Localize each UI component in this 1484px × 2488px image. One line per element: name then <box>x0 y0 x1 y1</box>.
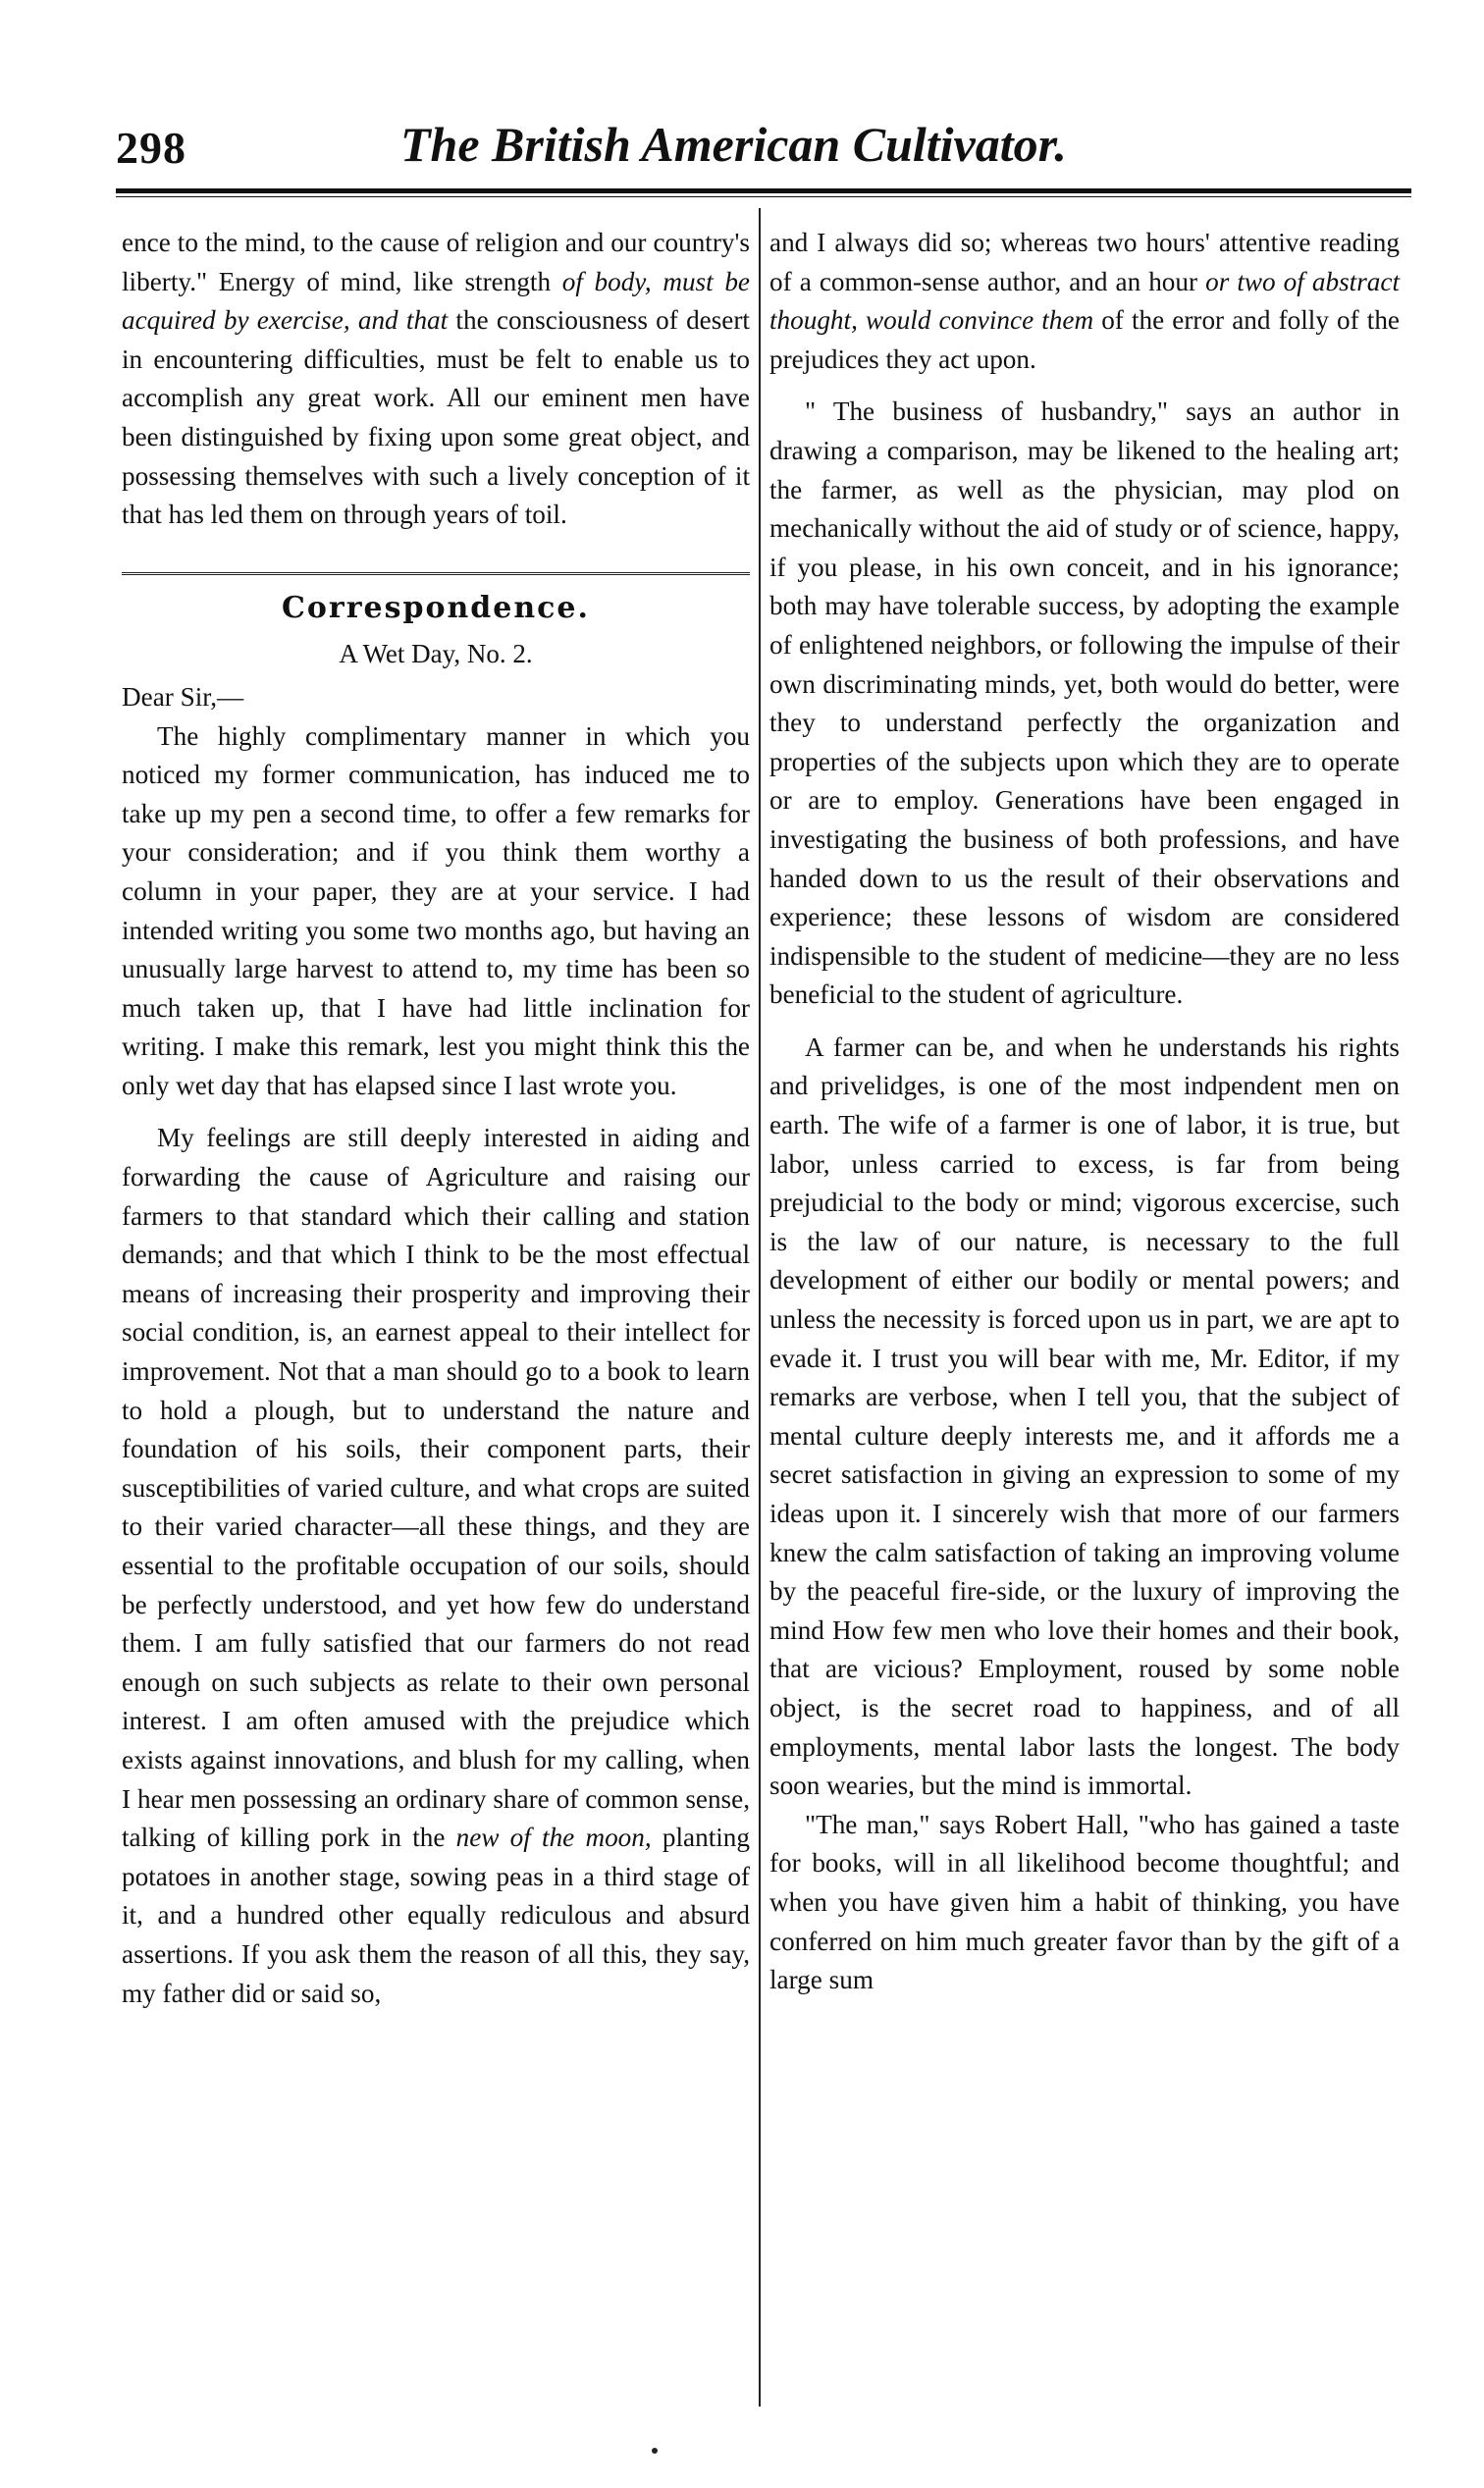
running-title: The British American Cultivator. <box>400 117 1067 172</box>
footer-mark <box>652 2448 658 2454</box>
section-heading: Correspondence. <box>282 590 590 625</box>
header-rule <box>116 188 1411 193</box>
left-column <box>122 224 750 2013</box>
section-separator <box>122 555 750 575</box>
paragraph-1: The highly complimentary manner in which you noticed my former communication, has induced me to take up my pen a second time, to offer a few remarks for your consideration; and if you think them worthy a column in your paper, they are at your service. I had intended writing you some two months ago, but having an unusually large harvest to attend to, my time has been so much taken up, that I have had little inclination for writing. I make this remark, lest you might think this the only wet day that has elapsed since I last wrote you. <box>122 720 750 1100</box>
paragraph-2: My feelings are still deeply interested in aiding and forwarding the cause of Agriculture and raising our farmers to that standard which their calling and station demands; and that which I think to be the most effectual means of increasing their prosperity and improving their social condition, is, an earnest appeal to their intellect for improvement. Not that a man should go to a book to learn to hold a plough, but to understand the nature and foundation of his soils, their component parts, their susceptibilities of varied culture, and what crops are suited to their varied character—all these things, and they are essential to the profitable occupation of our soils, should be perfectly understood, and yet how few do understand them. I am fully satisfied that our farmers do not read enough on such subjects as relate to their own personal interest. I am often amused with the prejudice which exists against innovations, and blush for my calling, when I hear men possessing an ordinary share of common sense, talking of killing pork in the new of the moon, planting potatoes in another stage, sowing peas in a third stage of it, and a hundred other equally rediculous and absurd assertions. If you ask them the reason of all this, they say, my father did or said so, <box>122 1123 750 2008</box>
page-number: 298 <box>116 123 186 173</box>
continued-paragraph: and I always did so; whereas two hours' attentive reading of a common-sense author, and an hour or two of abstract thought, would convince them of the error and folly of the prejudices they act upon. <box>769 228 1400 374</box>
paragraph-4: A farmer can be, and when he understands his rights and privelidges, is one of the most indpendent men on earth. The wife of a farmer is one of labor, it is true, but labor, unless carried to excess, is far from being prejudicial to the body or mind; vigorous excercise, such is the law of our nature, is necessary to the full development of either our bodily or mental powers; and unless the necessity is forced upon us in part, we are apt to evade it. I trust you will bear with me, Mr. Editor, if my remarks are verbose, when I tell you, that the subject of mental culture deeply interests me, and it affords me a secret satisfaction in giving an expression to some of my ideas upon it. I sincerely wish that more of our farmers knew the calm satisfaction of taking an improving volume by the peaceful fire-side, or the luxury of improving the mind How few men who love their homes and their book, that are vicious? Employment, roused by some noble object, is the secret road to happiness, and of all employments, mental labor lasts the longest. The body soon wearies, but the mind is immortal. <box>769 1032 1400 1801</box>
paragraph-5: "The man," says Robert Hall, "who has gained a taste for books, will in all likelihood become thoughtful; and when you have given him a habit of thinking, you have conferred on him much greater favor than by the gift of a large sum <box>769 1809 1400 1995</box>
salutation: Dear Sir,— <box>122 681 244 712</box>
paragraph-3: " The business of husbandry," says an author in drawing a comparison, may be likened to the healing art; the farmer, as well as the physician, may plod on mechanically without the aid of study or of science, happy, if you please, in his own conceit, and in his ignorance; both may have tolerable success, by adopting the example of enlightened neighbors, or following the impulse of their own discriminating minds, yet, both would do better, were they to understand perfectly the organization and properties of the subjects upon which they are to operate or are to employ. Generations have been engaged in investigating the business of both professions, and have handed down to us the result of their observations and experience; these lessons of wisdom are considered indispensible to the student of medicine—they are no less beneficial to the student of agriculture. <box>769 397 1400 1010</box>
article-subheading: A Wet Day, No. 2. <box>339 639 533 669</box>
column-divider <box>759 208 761 2407</box>
intro-paragraph: ence to the mind, to the cause of religion and our country's liberty." Energy of mind, like strength of body, must be acquired by exercise, and that the consciousness of desert in encountering difficulties, must be felt to enable us to accomplish any great work. All our eminent men have been distinguished by fixing upon some great object, and possessing themselves with such a lively conception of it that has led them on through years of toil. <box>122 228 750 530</box>
header-rule-thin <box>116 196 1411 197</box>
right-column <box>769 224 1400 2000</box>
page-header <box>116 116 1411 194</box>
